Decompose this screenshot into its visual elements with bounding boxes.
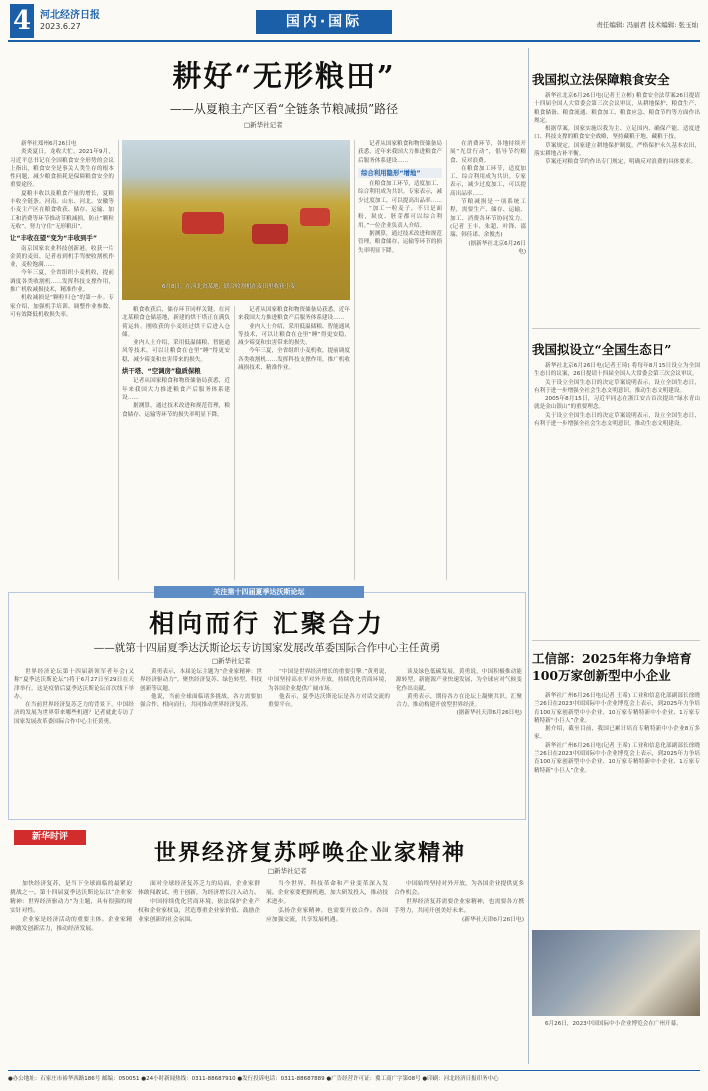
forum-paragraph: 黄勇表示，本届论坛主题为“企业家精神：世界经济驱动力”，聚焦经济复苏、绿色转型、科技创新等议题。 — [140, 669, 262, 692]
forum-column-3 — [268, 668, 390, 816]
column-divider — [446, 140, 447, 580]
forum-paragraph: “中国是世界经济增长的重要引擎。”黄勇说，中国坚持高水平对外开放，持续优化营商环境，为各国企业提供广阔市场。 — [268, 669, 390, 692]
article-paragraph: 2005年8月15日，习近平同志在浙江安吉首次提出“绿水青山就是金山银山”的重要理念。 — [534, 396, 700, 411]
lead-paragraph: 记者从国家粮食和物资储备局获悉，近年来我国大力推进粮食产后服务体系建设…… — [358, 141, 442, 164]
harvest-photo — [122, 140, 350, 300]
commentary-paragraph: 面对全球经济复苏乏力的局面，企业家群体敢闯敢试、勇于创新，为经济增长注入动力。 — [138, 881, 260, 896]
column-divider — [234, 306, 235, 580]
commentary-paragraph: 企业家是经济活动的重要主体。企业家精神激发创新活力，推动经济发展。 — [10, 917, 132, 932]
right-headline-sme: 工信部：2025年将力争培育100万家创新型中小企业 — [532, 651, 692, 683]
lead-subhead: 综合利用隐形“增地” — [358, 168, 442, 178]
lead-paragraph: 粮食收获后，储存环节同样关键。在河北某粮食仓储基地，新建的烘干塔正在满负荷运转，刚收获的小麦经过烘干后进入仓储。 — [122, 307, 230, 338]
paper-name: 河北经济日报 — [40, 10, 100, 21]
article-paragraph: 新华社广州6月26日电(记者 王希) 工业和信息化部副部长徐晓兰26日在2023中国国际中小企业博览会上表示，到2025年力争培育100万家创新型中小企业、10万家专精特新中小企业、1万家专精特新“小巨人”企业。 — [534, 742, 700, 774]
right-headline-grain-law: 我国拟立法保障粮食安全 — [532, 72, 670, 87]
lead-column-1 — [10, 140, 114, 580]
lead-subhead: 烘干塔、“空调房”稳质保粮 — [122, 367, 201, 376]
article-paragraph: 新华社广州6月26日电(记者 王希) 工业和信息化部副部长徐晓兰26日在2023中国国际中小企业博览会上表示，到2025年力争培育100万家创新型中小企业、10万家专精特新中小企业、1万家专精特新“小巨人”企业。 — [534, 693, 700, 724]
commentary-paragraph: 世界经济复苏需要企业家精神，也需要各方携手努力，共同开创美好未来。 — [394, 899, 524, 914]
right-headline-eco-day: 我国拟设立“全国生态日” — [532, 342, 672, 357]
lead-paragraph: 机收减损是“颗粒归仓”的第一步。专家介绍，加强机手培训、调整作业参数，可有效降低机收损失率。 — [10, 295, 114, 318]
forum-banner: 关注第十四届夏季达沃斯论坛 — [154, 586, 364, 598]
commentary-byline: □新华社记者 — [268, 867, 307, 875]
lead-paragraph: “加工一粒麦子，不只是面粉，麸皮、胚芽都可以综合利用。”一位企业负责人介绍。 — [358, 206, 442, 229]
lead-paragraph: 据测算，通过技术改进和规范管理，粮食储存、运输等环节的损失率明显下降。 — [122, 403, 230, 418]
lead-paragraph: 在粮食加工环节，适度加工、综合利用成为共识。专家表示，减少过度加工，可以提高出品率…… — [450, 165, 526, 197]
lead-paragraph: 记者从国家粮食和物资储备局获悉，近年来我国大力推进粮食产后服务体系建设…… — [122, 378, 230, 401]
article-paragraph: 关于设立全国生态日的决定草案说明表示，设立全国生态日，有利于进一步增强全社会生态文明意识，推动生态文明建设。 — [534, 412, 700, 428]
harvester-shape — [252, 224, 288, 244]
lead-paragraph: 业内人士介绍，采用低温储粮、智能通风等技术，可以让粮食在仓里“睡”得更安稳，减少霉变和虫害带来的损失。 — [238, 323, 350, 347]
lead-paragraph: 业内人士介绍，采用低温储粮、智能通风等技术，可以让粮食在仓里“睡”得更安稳，减少霉变和虫害带来的损失。 — [122, 340, 230, 363]
commentary-paragraph: 中国始终坚持对外开放，为各国企业提供更多合作机会。 — [394, 881, 524, 896]
article-paragraph: 根据草案，国家实施以我为主、立足国内、确保产能、适度进口、科技支撑的粮食安全战略，坚持藏粮于地、藏粮于技。 — [534, 126, 700, 141]
commentary-paragraph: 中国持续优化营商环境，依法保护企业产权和企业家权益，营造尊重企业家价值、鼓励企业家创新的社会氛围。 — [138, 899, 260, 923]
lead-column-5 — [450, 140, 526, 580]
grain-law-article — [534, 92, 700, 324]
lead-source: (据新华社北京6月26日电) — [468, 240, 526, 255]
commentary-title: 世界经济复苏呼唤企业家精神 — [153, 840, 466, 866]
forum-paragraph: 世界经济论坛第十四届新领军者年会(又称“夏季达沃斯论坛”)将于6月27日至29日在天津举行。这是疫情后夏季达沃斯论坛首次线下举办。 — [14, 669, 134, 700]
commentary-paragraph: 弘扬企业家精神，也需要开放合作。各国应加强交流，共享发展机遇。 — [266, 908, 388, 923]
commentary-paragraph: 当今世界，科技革命和产业变革深入发展。企业家要把握机遇，加大研发投入，推动技术进步。 — [266, 881, 388, 905]
lead-subtitle: ——从夏粮主产区看“全链条节粮减损”路径 — [169, 102, 399, 116]
forum-paragraph: 黄勇表示，期待各方在论坛上凝聚共识、汇聚合力，推动构建开放型世界经济。 — [396, 693, 522, 709]
article-paragraph: 新华社北京6月26日电(记者王琦) 将每年8月15日设立为全国生态日的议案，26日提请十四届全国人大常委会第三次会议审议。 — [534, 363, 700, 378]
lead-paragraph: 在消费环节，各地持续开展“光盘行动”，倡导节约粮食、反对浪费。 — [450, 141, 526, 164]
forum-title: 相向而行 汇聚合力 — [149, 609, 385, 638]
lead-paragraph: 今年三夏，全省组织小麦机收，提前调度各类收割机……发挥科技支撑作用，推广机收减损技术，精准作业。 — [238, 348, 350, 372]
section-title: 国内·国际 — [256, 10, 392, 34]
expo-photo-caption — [534, 1020, 700, 1060]
article-paragraph: 据介绍，截至目前，我国已累计培育专精特新中小企业8万多家。 — [534, 726, 700, 741]
header-rule — [8, 40, 700, 42]
lead-column-2 — [122, 306, 230, 580]
article-divider — [532, 328, 700, 329]
article-divider — [532, 640, 700, 641]
lead-paragraph: 南京国家农业科技创新港，收获一片金黄的麦田，记者看到机手驾驶收割机作业，麦粒饱满…… — [10, 245, 114, 269]
lead-paragraph: 夏粮丰收以及粮食产量的增长，夏粮丰收全链条。河南、山东、河北、安徽等小麦主产区在粮食收获、储存、运输、加工和消费等环节推动节粮减损，防止“颗粒无收”，努力守住“无形粮田”。 — [10, 190, 114, 230]
article-paragraph: 关于设立全国生态日的决定草案说明表示，设立全国生态日，有利于进一步增强全社会生态文明意识，推动生态文明建设。 — [534, 379, 700, 394]
page-number: 4 — [10, 4, 34, 38]
commentary-source: (新华社天津6月26日电) — [462, 917, 524, 923]
lead-byline: □新华社记者 — [244, 121, 283, 129]
commentary-column-1 — [10, 880, 132, 1064]
forum-source: (据新华社天津6月26日电) — [456, 710, 522, 717]
commentary-paragraph: 加快经济复苏，是当下全球面临的最紧迫挑战之一。第十四届夏季达沃斯论坛以“企业家精神：世界经济驱动力”为主题，具有很强的现实针对性。 — [10, 881, 132, 914]
lead-subhead: 让“丰收在望”变为“丰收到手” — [10, 234, 98, 243]
lead-paragraph: 在粮食加工环节，适度加工、综合利用成为共识。专家表示，减少过度加工，可以提高出品率…… — [358, 181, 442, 204]
photo-caption: 6月26日，2023中国国际中小企业博览会在广州开幕。 — [545, 1021, 682, 1027]
editor-credits: 责任编辑: 冯丽君 技术编辑: 张玉灿 — [596, 21, 698, 29]
eco-day-article — [534, 362, 700, 632]
issue-date: 2023.6.27 — [40, 22, 81, 31]
photo-caption: 6月8日，在河北省某地，联合收割机在麦田里收获小麦 — [162, 284, 296, 290]
article-paragraph: 新华社北京6月26日电(记者王立彬) 粮食安全法草案26日提请十四届全国人大常委会第三次会议审议，从耕地保护、粮食生产、粮食储备、粮食流通、粮食加工、粮食应急、粮食节约等方面作出规定。 — [534, 93, 700, 124]
sme-article — [534, 692, 700, 924]
article-paragraph: 草案还对粮食节约作出专门规定，明确反对浪费的具体要求。 — [545, 159, 697, 166]
forum-byline: □新华社记者 — [212, 657, 251, 665]
lead-paragraph: 记者从国家粮食和物资储备局获悉，近年来我国大力推进粮食产后服务体系建设…… — [238, 307, 350, 322]
harvester-shape — [182, 212, 224, 234]
lead-paragraph: 据测算，通过技术改进和规范管理，粮食储存、运输等环节的损失率明显下降。 — [358, 230, 442, 254]
page-header — [0, 0, 708, 46]
harvester-shape — [300, 208, 330, 226]
commentary-column-4 — [394, 880, 524, 1064]
forum-subtitle: ——就第十四届夏季达沃斯论坛专访国家发展改革委国际合作中心主任黄勇 — [93, 642, 441, 654]
lead-paragraph: 节粮减损是一项系统工程，需要生产、储存、运输、加工、消费各环节协同发力。(记者 王丰、朱超、叶锋、邵瑞、韩佳诺、余俊杰) — [450, 199, 526, 239]
column-divider — [118, 140, 119, 580]
column-divider — [354, 140, 355, 580]
forum-paragraph: 在当前世界经济复苏乏力的背景下，中国经济的发展为世界带来哪些机遇？记者就此专访了国家发展改革委国际合作中心主任黄勇。 — [14, 702, 134, 725]
forum-column-1 — [14, 668, 134, 816]
expo-photo — [532, 930, 700, 1016]
lead-column-4 — [358, 140, 442, 580]
forum-column-4 — [396, 668, 522, 816]
article-paragraph: 草案规定，国家建立耕地保护制度，严格保护永久基本农田，落实耕地占补平衡。 — [534, 142, 700, 158]
right-column-divider — [528, 48, 529, 1064]
lead-intro: 新华社郑州6月26日电 — [21, 141, 77, 147]
commentary-column-3 — [266, 880, 388, 1064]
commentary-tag: 新华时评 — [14, 830, 86, 845]
lead-paragraph: 炎炎夏日，龙收大忙。2021年9月，习近平总书记在全国粮食安全形势的会议上指出，粮食安全是事关人类生存的根本性问题，减少粮食损耗是保障粮食安全的重要途径。 — [10, 149, 114, 189]
lead-column-3 — [238, 306, 350, 580]
lead-paragraph: 今年三夏，全省组织小麦机收，提前调度各类收割机……发挥科技支撑作用，推广机收减损技术，精准作业。 — [10, 270, 114, 294]
page-footer: ●办公地址：石家庄市裕华西路186号 邮编：050051 ●24小时新闻热线：0311-88687910 ●发行投诉电话：0311-88687889 ●广告经营许可证：冀工商广字第08号 ●印刷：河北经济日报印务中心 — [8, 1070, 700, 1084]
forum-paragraph: 谈及绿色低碳发展，黄勇说，中国积极推动能源转型，新能源产业快速发展，为全球应对气候变化作出贡献。 — [396, 669, 522, 692]
forum-paragraph: 他表示，夏季达沃斯论坛是各方对话交流的重要平台。 — [268, 693, 390, 709]
forum-paragraph: 他说，当前全球面临诸多挑战，各方需要加强合作、相向而行，共同推动世界经济复苏。 — [140, 693, 262, 709]
lead-title: 耕好“无形粮田” — [172, 59, 396, 93]
forum-column-2 — [140, 668, 262, 816]
commentary-column-2 — [138, 880, 260, 1064]
